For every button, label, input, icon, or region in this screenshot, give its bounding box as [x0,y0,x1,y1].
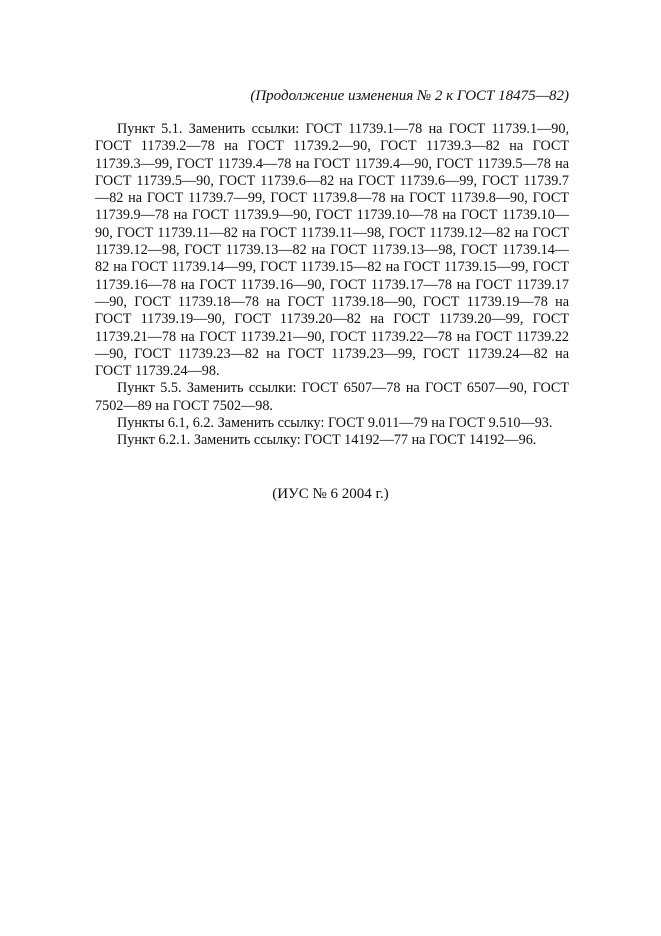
amendment-body [95,121,569,450]
paragraph-clause-5-5: Пункт 5.5. Заменить ссылки: ГОСТ 6507—78 на ГОСТ 6507—90, ГОСТ 7502—89 на ГОСТ 7502—98. [95,380,569,414]
source-note: (ИУС № 6 2004 г.) [272,486,389,502]
paragraph-clauses-6-1-6-2: Пункты 6.1, 6.2. Заменить ссылку: ГОСТ 9.011—79 на ГОСТ 9.510—93. [117,415,553,432]
paragraph-clause-6-2-1: Пункт 6.2.1. Заменить ссылку: ГОСТ 14192—77 на ГОСТ 14192—96. [117,432,537,449]
continuation-header: (Продолжение изменения № 2 к ГОСТ 18475—82) [250,88,569,104]
paragraph-clause-5-1: Пункт 5.1. Заменить ссылки: ГОСТ 11739.1—78 на ГОСТ 11739.1—90, ГОСТ 11739.2—78 на ГОСТ 11739.2—90, ГОСТ 11739.3—82 на ГОСТ 11739.3—99, ГОСТ 11739.4—78 на ГОСТ 11739.4—90, ГОСТ 11739.5—78 на ГОСТ 11739.5—90, ГОСТ 11739.6—82 на ГОСТ 11739.6—99, ГОСТ 11739.7—82 на ГОСТ 11739.7—99, ГОСТ 11739.8—78 на ГОСТ 11739.8—90, ГОСТ 11739.9—78 на ГОСТ 11739.9—90, ГОСТ 11739.10—78 на ГОСТ 11739.10—90, ГОСТ 11739.11—82 на ГОСТ 11739.11—98, ГОСТ 11739.12—82 на ГОСТ 11739.12—98, ГОСТ 11739.13—82 на ГОСТ 11739.13—98, ГОСТ 11739.14—82 на ГОСТ 11739.14—99, ГОСТ 11739.15—82 на ГОСТ 11739.15—99, ГОСТ 11739.16—78 на ГОСТ 11739.16—90, ГОСТ 11739.17—78 на ГОСТ 11739.17—90, ГОСТ 11739.18—78 на ГОСТ 11739.18—90, ГОСТ 11739.19—78 на ГОСТ 11739.19—90, ГОСТ 11739.20—82 на ГОСТ 11739.20—99, ГОСТ 11739.21—78 на ГОСТ 11739.21—90, ГОСТ 11739.22—78 на ГОСТ 11739.22—90, ГОСТ 11739.23—82 на ГОСТ 11739.23—99, ГОСТ 11739.24—82 на ГОСТ 11739.24—98. [95,121,569,380]
